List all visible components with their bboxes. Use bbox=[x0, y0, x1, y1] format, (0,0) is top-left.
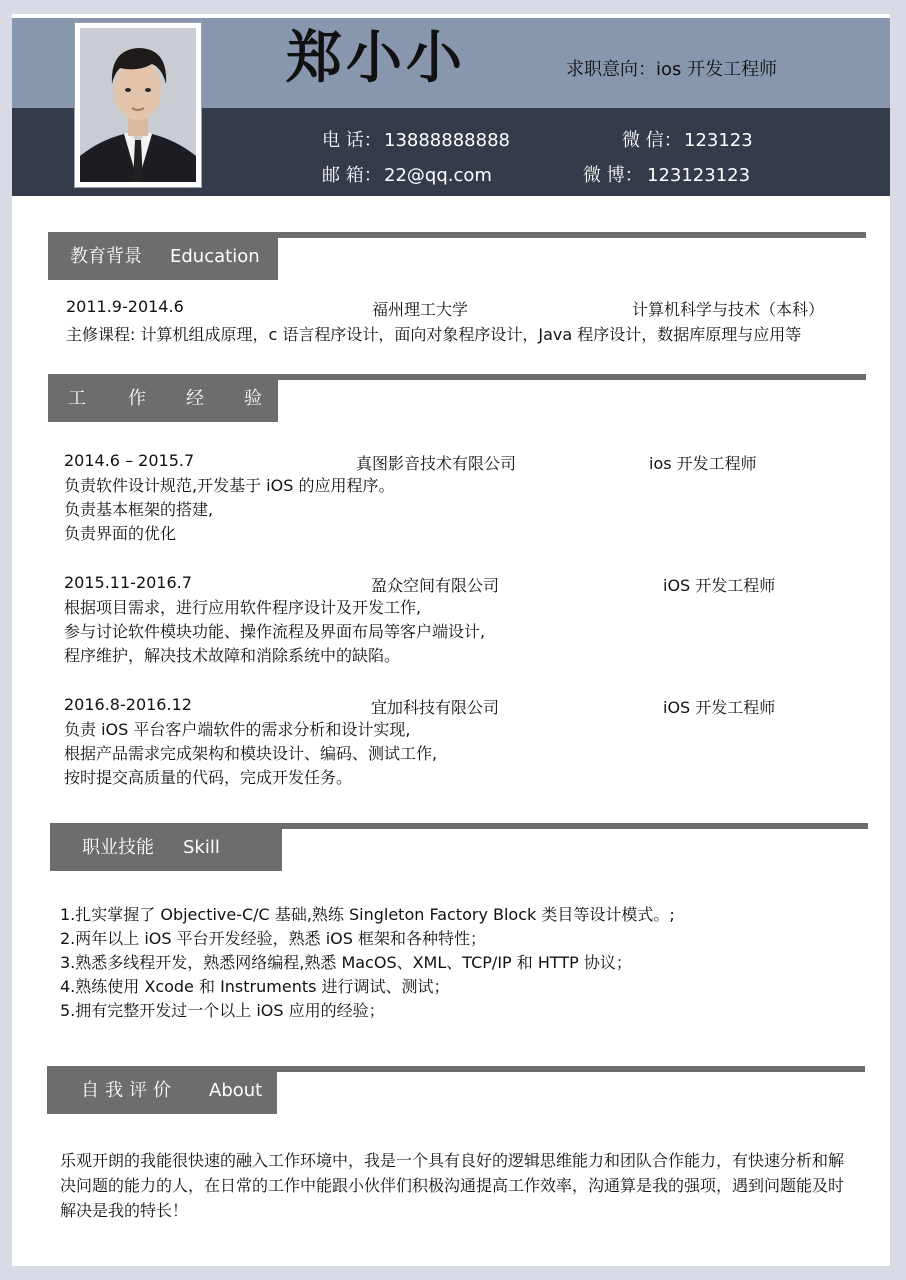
phone-line bbox=[322, 126, 510, 152]
education-title-cn: 教育背景 bbox=[70, 246, 142, 267]
education-title-en: Education bbox=[170, 246, 260, 267]
weibo-label: 微 博： bbox=[583, 165, 643, 186]
job-duty-line: 负责界面的优化 bbox=[64, 524, 177, 543]
job-duties bbox=[64, 596, 485, 668]
job-duty-line: 程序维护，解决技术故障和消除系统中的缺陷。 bbox=[64, 646, 401, 665]
work-title-char: 工 bbox=[68, 388, 86, 409]
weibo-value: 123123123 bbox=[647, 165, 751, 186]
job-duty-line: 按时提交高质量的代码，完成开发任务。 bbox=[64, 768, 353, 787]
job-duties bbox=[64, 718, 437, 790]
skill-item: 2.两年以上 iOS 平台开发经验，熟悉 iOS 框架和各种特性； bbox=[60, 929, 487, 948]
skills-list bbox=[60, 903, 675, 1023]
job-intent-label: 求职意向： bbox=[566, 59, 656, 80]
job-role: ios 开发工程师 bbox=[649, 454, 757, 473]
weibo-line bbox=[583, 161, 750, 187]
education-school: 福州理工大学 bbox=[372, 300, 469, 319]
job-intent bbox=[566, 55, 777, 81]
about-title-en: About bbox=[209, 1080, 263, 1101]
job-role: iOS 开发工程师 bbox=[663, 698, 776, 717]
job-duty-line: 负责软件设计规范,开发基于 iOS 的应用程序。 bbox=[64, 476, 395, 495]
job-role: iOS 开发工程师 bbox=[663, 576, 776, 595]
about-title-cn: 自我评价 bbox=[81, 1080, 177, 1101]
work-title-char: 经 bbox=[186, 388, 204, 409]
email-label: 邮 箱： bbox=[322, 165, 382, 186]
work-title-char: 验 bbox=[244, 388, 262, 409]
job-duty-line: 负责基本框架的搭建, bbox=[64, 500, 214, 519]
about-heading bbox=[47, 1068, 277, 1114]
candidate-name: 郑小小 bbox=[286, 26, 466, 91]
education-period: 2011.9-2014.6 bbox=[66, 297, 184, 316]
job-company: 盈众空间有限公司 bbox=[371, 576, 500, 595]
skills-title-en: Skill bbox=[183, 837, 220, 858]
wechat-line bbox=[622, 126, 753, 152]
education-major: 计算机科学与技术（本科） bbox=[632, 300, 825, 319]
job-duty-line: 根据项目需求，进行应用软件程序设计及开发工作, bbox=[64, 598, 422, 617]
skill-item: 1.扎实掌握了 Objective-C/C 基础,熟练 Singleton Factory Block 类目等设计模式。; bbox=[60, 905, 675, 924]
job-company: 宜加科技有限公司 bbox=[371, 698, 500, 717]
phone-label: 电 话： bbox=[322, 130, 382, 151]
work-title-char: 作 bbox=[128, 388, 146, 409]
job-duty-line: 负责 iOS 平台客户端软件的需求分析和设计实现, bbox=[64, 720, 411, 739]
phone-value: 13888888888 bbox=[384, 130, 510, 151]
job-duties bbox=[64, 474, 394, 546]
job-company: 真图影音技术有限公司 bbox=[356, 454, 517, 473]
skills-title-cn: 职业技能 bbox=[82, 837, 154, 858]
email-line bbox=[322, 161, 492, 187]
skill-item: 4.熟练使用 Xcode 和 Instruments 进行调试、测试； bbox=[60, 977, 450, 996]
email-value: 22@qq.com bbox=[384, 165, 492, 186]
skills-heading bbox=[50, 825, 282, 871]
about-text: 乐观开朗的我能很快速的融入工作环境中，我是一个具有良好的逻辑思维能力和团队合作能力，有快速分析和解决问题的能力的人，在日常的工作中能跟小伙伴们积极沟通提高工作效率，沟通算是我的强项，遇到问题能及时解决是我的特长！ bbox=[60, 1151, 845, 1220]
work-heading bbox=[48, 376, 278, 422]
skill-item: 3.熟悉多线程开发，熟悉网络编程,熟悉 MacOS、XML、TCP/IP 和 HTTP 协议； bbox=[60, 953, 632, 972]
skill-item: 5.拥有完整开发过一个以上 iOS 应用的经验； bbox=[60, 1001, 385, 1020]
wechat-label: 微 信： bbox=[622, 130, 682, 151]
job-period: 2014.6 – 2015.7 bbox=[64, 451, 195, 470]
job-duty-line: 参与讨论软件模块功能、操作流程及界面布局等客户端设计, bbox=[64, 622, 486, 641]
education-courses: 主修课程: 计算机组成原理，c 语言程序设计，面向对象程序设计，Java 程序设计，数据库原理与应用等 bbox=[66, 325, 802, 344]
education-heading bbox=[48, 234, 278, 280]
wechat-value: 123123 bbox=[684, 130, 753, 151]
job-period: 2016.8-2016.12 bbox=[64, 695, 192, 714]
job-duty-line: 根据产品需求完成架构和模块设计、编码、测试工作, bbox=[64, 744, 438, 763]
job-intent-value: ios 开发工程师 bbox=[656, 59, 778, 80]
job-period: 2015.11-2016.7 bbox=[64, 573, 192, 592]
profile-photo bbox=[74, 22, 202, 188]
